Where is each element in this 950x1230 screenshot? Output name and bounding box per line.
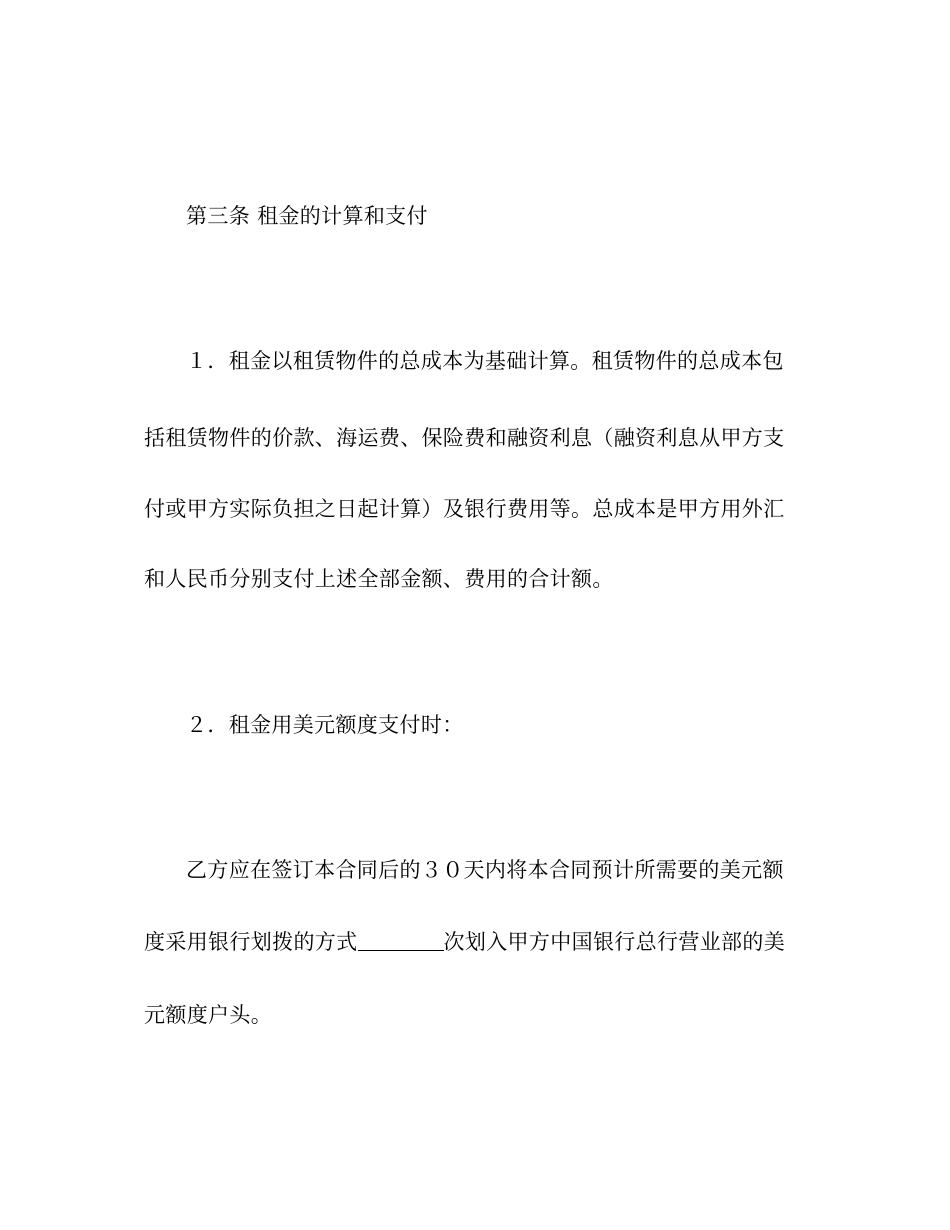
clause-1-line-3: 付或甲方实际负担之日起计算）及银行费用等。总成本是甲方用外汇 (144, 497, 785, 521)
clause-1-line-4: 和人民币分别支付上述全部金额、费用的合计额。 (144, 567, 614, 591)
clause-1-line-1: １．租金以租赁物件的总成本为基础计算。租赁物件的总成本包 (186, 349, 784, 373)
paragraph-line-3: 元额度户头。 (144, 1003, 273, 1027)
paragraph-line-2-before: 度采用银行划拨的方式 (144, 930, 358, 954)
paragraph-line-1: 乙方应在签订本合同后的３０天内将本合同预计所需要的美元额 (186, 858, 784, 882)
fill-in-blank (358, 932, 444, 951)
clause-2-line-1: ２．租金用美元额度支付时： (186, 713, 464, 737)
paragraph-line-2 (144, 930, 804, 954)
paragraph-line-2-after: 次划入甲方中国银行总行营业部的美 (443, 930, 786, 954)
clause-1-line-2: 括租赁物件的价款、海运费、保险费和融资利息（融资利息从甲方支 (144, 426, 785, 450)
article-heading: 第三条 租金的计算和支付 (186, 204, 428, 228)
